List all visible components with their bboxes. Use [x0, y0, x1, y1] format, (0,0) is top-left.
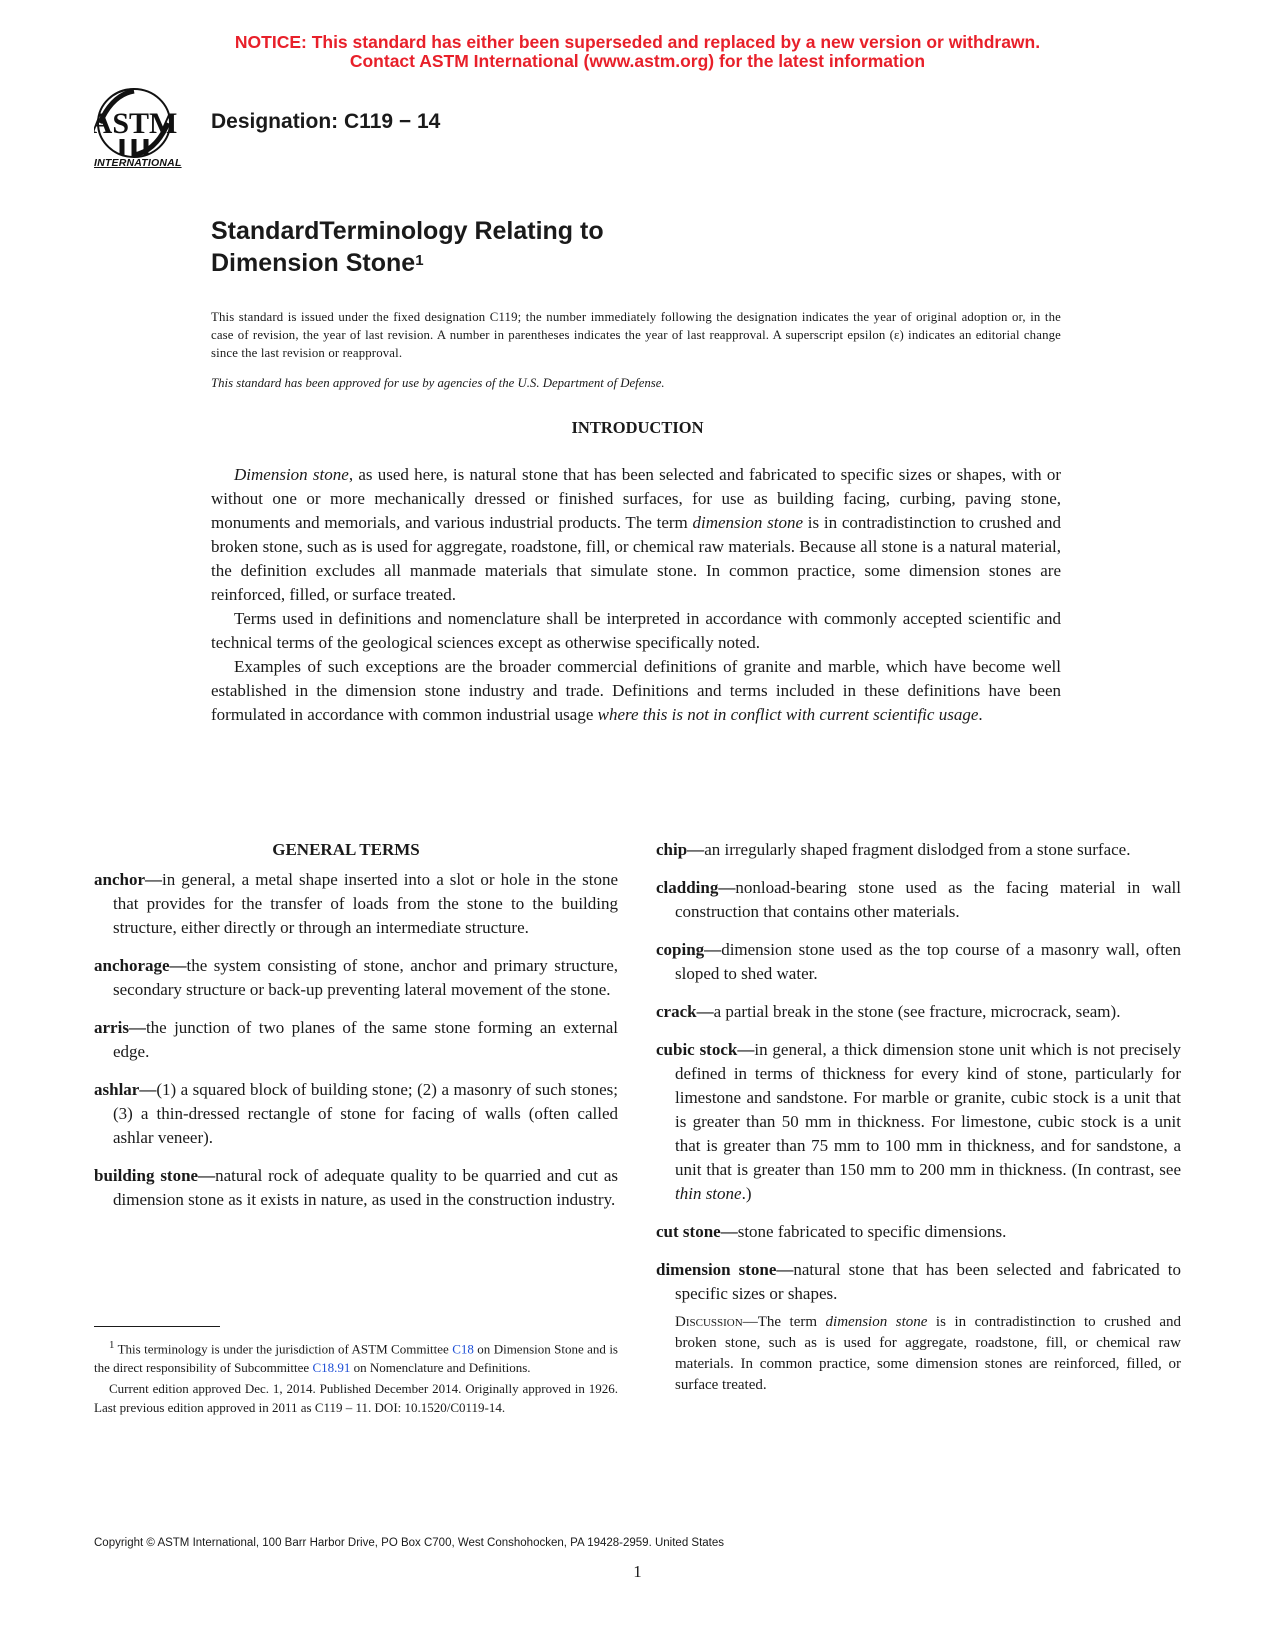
term-entry	[656, 938, 1181, 986]
term-definition-end: .)	[741, 1184, 752, 1203]
term-name: dimension stone—	[656, 1260, 794, 1279]
issued-note: This standard is issued under the fixed designation C119; the number immediately following the designation indicates the year of original adoption or, in the case of revision, the year of last revision. A number in parentheses indicates the year of last reapproval. A superscript epsilon (ε) indicates an editorial change since the last revision or reapproval.	[211, 310, 1061, 360]
title-line-2	[211, 247, 604, 279]
notice-line-1: NOTICE: This standard has either been superseded and replaced by a new version or withdrawn.	[234, 32, 1041, 52]
footnotes	[94, 1336, 618, 1419]
term-entry-cubic-stock	[656, 1038, 1181, 1206]
discussion-dash: —The term	[742, 1314, 826, 1330]
term-name: chip—	[656, 840, 705, 859]
footnote-divider	[94, 1326, 220, 1327]
term-entry	[94, 1164, 618, 1212]
title-footnote-mark: 1	[415, 252, 424, 269]
term-entry	[656, 838, 1181, 862]
discussion-note	[675, 1312, 1181, 1396]
committee-c18-link[interactable]: C18	[452, 1341, 474, 1357]
intro-term-italic: Dimension stone	[234, 465, 349, 484]
intro-term-italic-2: dimension stone	[692, 513, 804, 532]
left-column	[94, 838, 618, 1226]
term-name: coping—	[656, 940, 722, 959]
term-entry	[94, 1078, 618, 1150]
intro-p1-text-a: , as used here, is natural stone that has been selected and fabricated to specific sizes or shapes, with or without one or more mechanically dressed or finished surfaces, for use as building facing, curbing, paving stone, monuments and memorials, and various industrial products. The term	[211, 465, 1061, 532]
astm-logo	[94, 85, 198, 177]
footnote-1-text-b: on Dimension Stone and is the direct responsibility of Subcommittee	[94, 1341, 618, 1376]
dod-approval-note: This standard has been approved for use by agencies of the U.S. Department of Defense.	[211, 376, 665, 390]
discussion-label: Discussion	[675, 1314, 743, 1330]
copyright-line: Copyright © ASTM International, 100 Barr Harbor Drive, PO Box C700, West Conshohocken, PA 19428-2959. United States	[94, 1537, 725, 1549]
term-name: arris—	[94, 1018, 146, 1037]
introduction-heading: INTRODUCTION	[571, 418, 704, 437]
term-entry	[656, 1000, 1181, 1024]
term-definition: in general, a metal shape inserted into a slot or hole in the stone that provides for the transfer of loads from the stone to the building structure, either directly or through an intermediate structure.	[113, 870, 618, 937]
term-definition: the junction of two planes of the same stone forming an external edge.	[113, 1018, 618, 1061]
term-name: cladding—	[656, 878, 736, 897]
title-line-1: StandardTerminology Relating to	[211, 217, 604, 245]
term-entry	[94, 1016, 618, 1064]
withdrawn-notice	[0, 33, 1275, 71]
term-name: ashlar—	[94, 1080, 157, 1099]
subcommittee-c18-91-link[interactable]: C18.91	[312, 1360, 351, 1376]
footnote-1	[94, 1336, 618, 1377]
notice-line-2: Contact ASTM International (www.astm.org) for the latest information	[349, 51, 926, 71]
designation: Designation: C119 − 14	[211, 110, 441, 133]
term-name: anchor—	[94, 870, 162, 889]
intro-p3-italic: where this is not in conflict with current scientific usage	[597, 705, 979, 724]
term-definition: (1) a squared block of building stone; (2) a masonry of such stones; (3) a thin-dressed rectangle of stone for facing of walls (often called ashlar veneer).	[113, 1080, 618, 1147]
term-definition: dimension stone used as the top course of a masonry wall, often sloped to shed water.	[675, 940, 1181, 983]
right-column	[656, 838, 1181, 1396]
title-line-2-text: Dimension Stone	[211, 249, 416, 277]
discussion-italic-term: dimension stone	[825, 1314, 928, 1330]
term-entry	[94, 954, 618, 1002]
intro-paragraph-3	[211, 655, 1061, 727]
term-name: cubic stock—	[656, 1040, 755, 1059]
term-definition: the system consisting of stone, anchor and primary structure, secondary structure or back-up preventing lateral movement of the stone.	[113, 956, 618, 999]
logo-caption: INTERNATIONAL	[94, 157, 182, 169]
footnote-2: Current edition approved Dec. 1, 2014. Published December 2014. Originally approved in 1926. Last previous edition approved in 2011 as C119 – 11. DOI: 10.1520/C0119-14.	[94, 1381, 618, 1416]
footnote-1-text-c: on Nomenclature and Definitions.	[350, 1360, 531, 1376]
intro-paragraph-2: Terms used in definitions and nomenclature shall be interpreted in accordance with commonly accepted scientific and technical terms of the geological sciences except as otherwise specifically noted.	[211, 609, 1061, 652]
intro-p3-end: .	[978, 705, 983, 724]
term-name: cut stone—	[656, 1222, 738, 1241]
intro-p3-text: Examples of such exceptions are the broader commercial definitions of granite and marble, which have become well established in the dimension stone industry and trade. Definitions and terms included in these definitions have been formulated in accordance with common industrial usage	[211, 657, 1061, 724]
svg-text:ASTM: ASTM	[94, 107, 178, 140]
general-terms-heading: GENERAL TERMS	[272, 840, 420, 859]
term-entry	[94, 868, 618, 940]
term-definition: in general, a thick dimension stone unit which is not precisely defined in terms of thickness for every kind of stone, particularly for limestone and sandstone. For marble or granite, cubic stock is a unit that is greater than 50 mm in thickness. For limestone, cubic stock is a unit that is greater than 75 mm to 100 mm in thickness, and for sandstone, a unit that is greater than 150 mm to 200 mm in thickness. (In contrast, see	[675, 1040, 1181, 1179]
term-definition: an irregularly shaped fragment dislodged from a stone surface.	[704, 840, 1131, 859]
discussion-text: is in contradistinction to crushed and broken stone, such as is used for aggregate, roadstone, fill, or chemical raw materials. In common practice, some dimension stones are reinforced, filled, or surface treated.	[675, 1314, 1181, 1393]
footnote-mark: 1	[109, 1339, 115, 1351]
term-definition: stone fabricated to specific dimensions.	[737, 1222, 1007, 1241]
term-entry-cut-stone	[656, 1220, 1181, 1244]
term-name: building stone—	[94, 1166, 216, 1185]
term-entry-dimension-stone	[656, 1258, 1181, 1306]
page-number: 1	[633, 1562, 642, 1581]
term-entry	[656, 876, 1181, 924]
term-name: crack—	[656, 1002, 714, 1021]
term-definition: nonload-bearing stone used as the facing material in wall construction that contains other materials.	[675, 878, 1181, 921]
introduction-body	[211, 463, 1061, 727]
term-definition: natural stone that has been selected and fabricated to specific sizes or shapes.	[675, 1260, 1181, 1303]
intro-p1-text-b: is in contradistinction to crushed and broken stone, such as is used for aggregate, roadstone, fill, or chemical raw materials. Because all stone is a natural material, the definition excludes all manmade materials that simulate stone. In common practice, some dimension stones are reinforced, filled, or surface treated.	[211, 513, 1061, 604]
document-title	[211, 215, 604, 279]
footnote-1-text-a: This terminology is under the jurisdiction of ASTM Committee	[114, 1341, 453, 1357]
term-name: anchorage—	[94, 956, 187, 975]
term-definition: a partial break in the stone (see fracture, microcrack, seam).	[713, 1002, 1121, 1021]
term-cross-reference: thin stone	[675, 1184, 742, 1203]
term-definition: natural rock of adequate quality to be quarried and cut as dimension stone as it exists in nature, as used in the construction industry.	[113, 1166, 618, 1209]
intro-paragraph-1	[211, 463, 1061, 607]
